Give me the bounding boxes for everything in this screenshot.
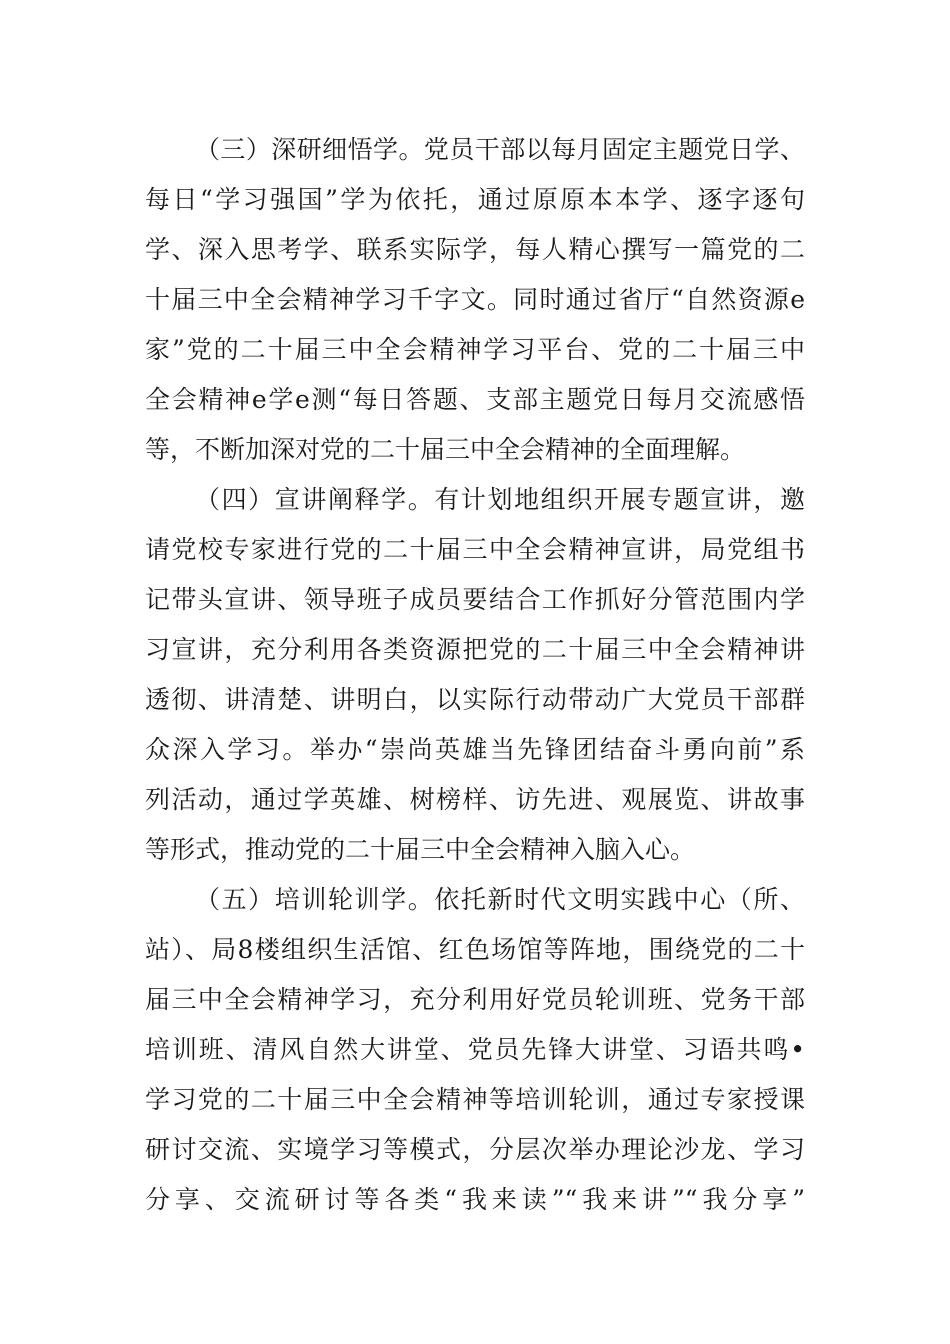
paragraph-line: 等形式，推动党的二十届三中全会精神入脑入心。 <box>145 835 696 864</box>
paragraph-line: 届三中全会精神学习，充分利用好党员轮训班、党务干部 <box>145 985 805 1014</box>
paragraph-line: 全会精神e学e测“每日答题、支部主题党日每月交流感悟 <box>145 385 805 414</box>
paragraph-line: 每日“学习强国”学为依托，通过原原本本学、逐字逐句 <box>145 185 805 214</box>
paragraph-line: 十届三中全会精神学习千字文。同时通过省厅“自然资源e <box>145 285 805 314</box>
paragraph-line: 习宣讲，充分利用各类资源把党的二十届三中全会精神讲 <box>145 635 805 664</box>
paragraph-line: 学、深入思考学、联系实际学，每人精心撰写一篇党的二 <box>145 235 805 264</box>
paragraph-line: 记带头宣讲、领导班子成员要结合工作抓好分管范围内学 <box>145 585 805 614</box>
paragraph-line: 分享、交流研讨等各类“我来读”“我来讲”“我分享” <box>145 1185 805 1214</box>
paragraph-line: 研讨交流、实境学习等模式，分层次举办理论沙龙、学习 <box>145 1135 805 1164</box>
paragraph-line: 培训班、清风自然大讲堂、党员先锋大讲堂、习语共鸣• <box>145 1035 805 1064</box>
paragraph-line: 家”党的二十届三中全会精神学习平台、党的二十届三中 <box>145 335 805 364</box>
paragraph-line: 透彻、讲清楚、讲明白，以实际行动带动广大党员干部群 <box>145 685 805 714</box>
paragraph-line: 请党校专家进行党的二十届三中全会精神宣讲，局党组书 <box>145 535 805 564</box>
paragraph-line: （三）深研细悟学。党员干部以每月固定主题党日学、 <box>195 135 805 164</box>
paragraph-line: 等，不断加深对党的二十届三中全会精神的全面理解。 <box>145 435 746 464</box>
paragraph-line: 站）、局8楼组织生活馆、红色场馆等阵地，围绕党的二十 <box>145 935 805 964</box>
paragraph-line: 众深入学习。举办“崇尚英雄当先锋团结奋斗勇向前”系 <box>145 735 805 764</box>
paragraph-line: （四）宣讲阐释学。有计划地组织开展专题宣讲，邀 <box>195 485 805 514</box>
paragraph-line: 列活动，通过学英雄、树榜样、访先进、观展览、讲故事 <box>145 785 805 814</box>
paragraph-line: 学习党的二十届三中全会精神等培训轮训，通过专家授课 <box>145 1085 805 1114</box>
paragraph-line: （五）培训轮训学。依托新时代文明实践中心（所、 <box>195 885 805 914</box>
